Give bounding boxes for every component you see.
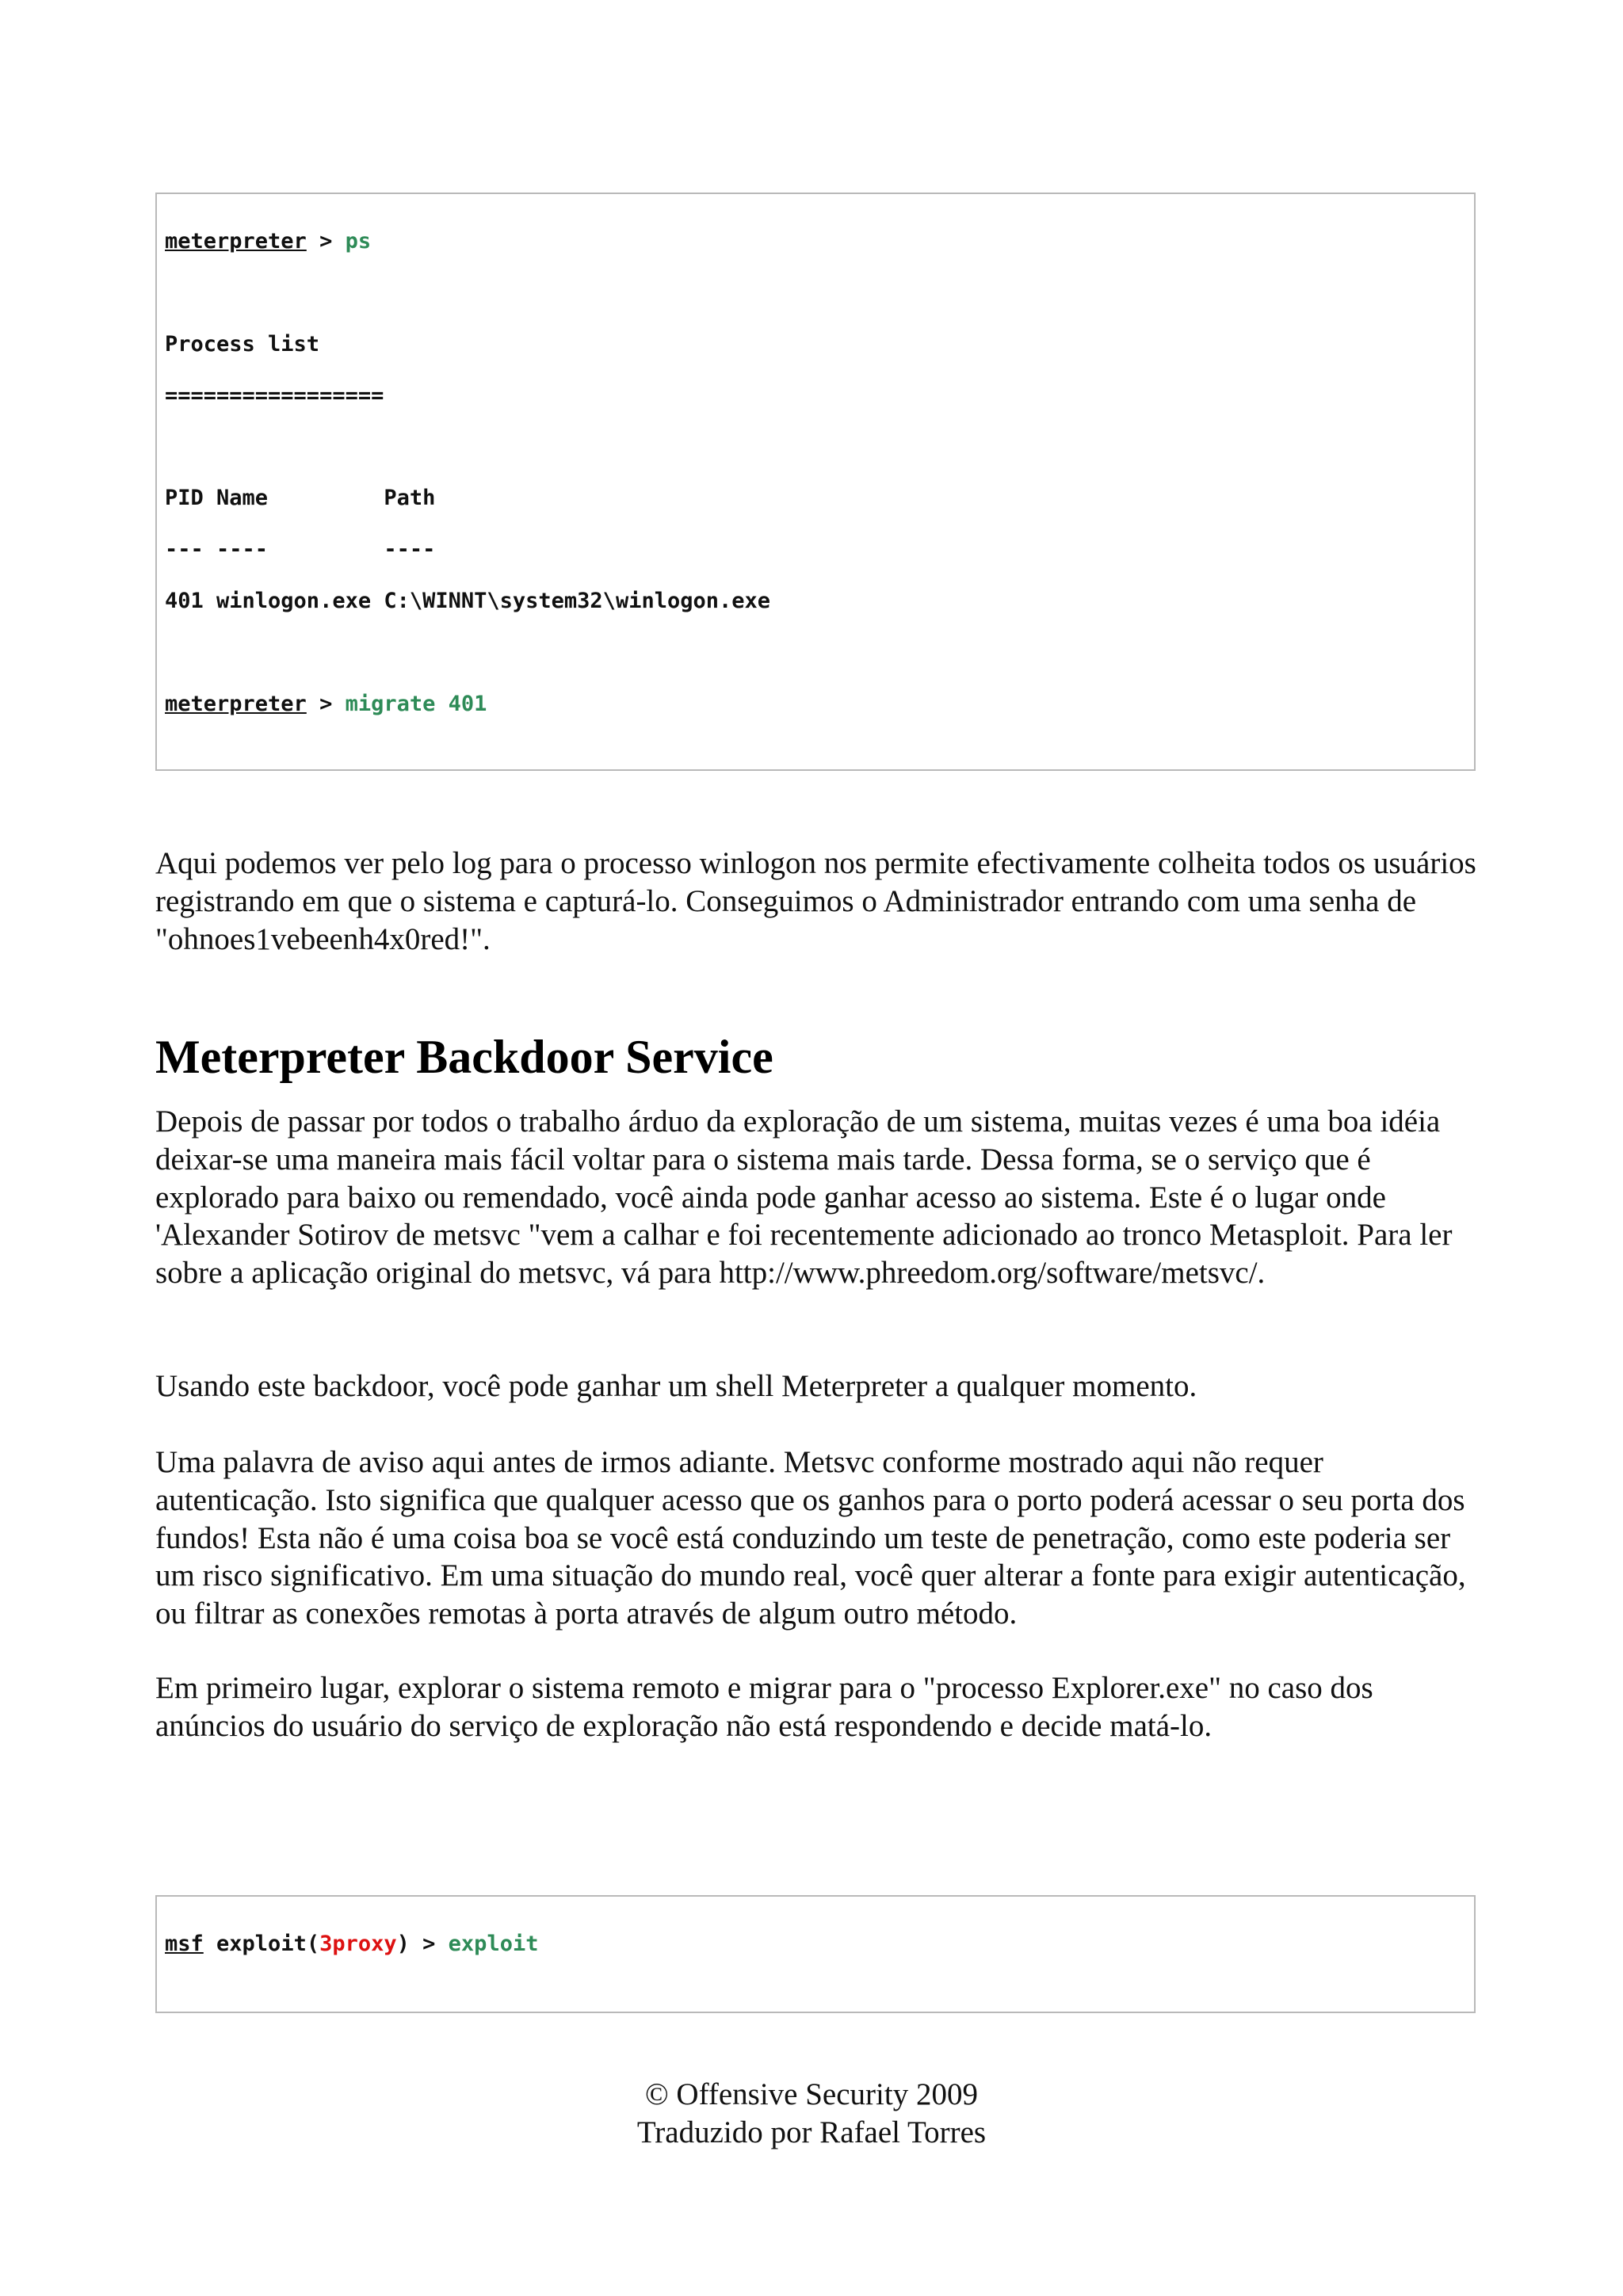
prompt-arrow: > [306,691,346,716]
terminal-output-meterpreter [155,193,1476,771]
process-table-row: 401 winlogon.exe C:\WINNT\system32\winlogon.exe [165,588,771,613]
process-list-separator: ================= [165,383,384,408]
meterpreter-prompt: meterpreter [165,691,307,716]
process-list-title: Process list [165,332,320,357]
terminal-output-msf [155,1895,1476,2013]
footer-copyright: © Offensive Security 2009 [645,2077,978,2111]
terminal-line [165,1932,1466,1957]
msf-prompt: msf [165,1932,204,1957]
section-heading: Meterpreter Backdoor Service [155,1031,773,1083]
exploit-prefix: exploit( [203,1932,320,1957]
meterpreter-prompt: meterpreter [165,229,307,254]
paragraph-backdoor-usage: Usando este backdoor, você pode ganhar um shell Meterpreter a qualquer momento. [155,1369,1197,1403]
paragraph-warning: Uma palavra de aviso aqui antes de irmos adiante. Metsvc conforme mostrado aqui não requer autenticação. Isto significa que qualquer acesso que os ganhos para o porto poderá acessar o seu porta dos fundos! Esta não é uma coisa boa se você está conduzindo um teste de penetração, como este poderia ser um risco significativo. Em uma situação do mundo real, você quer alterar a fonte para exigir autenticação, ou filtrar as conexões remotas à porta através de algum outro método. [155,1445,1466,1631]
blank-line [165,742,1466,768]
command-ps: ps [345,229,372,254]
process-table-header: PID Name Path [165,486,436,511]
blank-line [165,435,1466,460]
prompt-arrow: > [306,229,346,254]
footer-translator: Traduzido por Rafael Torres [636,2115,987,2149]
exploit-suffix: ) > [396,1932,449,1957]
terminal-line [165,692,1466,717]
paragraph-winlogon-log: Aqui podemos ver pelo log para o processo winlogon nos permite efectivamente colheita todos os usuários registrando em que o sistema e capturá-lo. Conseguimos o Administrador entrando com uma senha de "ohnoes1vebeenh4x0red!". [155,846,1476,956]
blank-line [165,1983,1466,2008]
process-table-dashes: --- ---- ---- [165,537,436,563]
terminal-line [165,229,1466,254]
blank-line [165,280,1466,306]
command-exploit: exploit [448,1932,539,1957]
exploit-module: 3proxy [319,1932,397,1957]
command-migrate: migrate 401 [345,691,487,716]
blank-line [165,640,1466,666]
paragraph-backdoor-intro: Depois de passar por todos o trabalho árduo da exploração de um sistema, muitas vezes é uma boa idéia deixar-se uma maneira mais fácil voltar para o sistema mais tarde. Dessa forma, se o serviço que é explorado para baixo ou remendado, você ainda pode ganhar acesso ao sistema. Este é o lugar onde 'Alexander Sotirov de metsvc "vem a calhar e foi recentemente adicionado ao tronco Metasploit. Para ler sobre a aplicação original do metsvc, vá para http://www.phreedom.org/software/metsvc/. [155,1104,1453,1291]
paragraph-first-step: Em primeiro lugar, explorar o sistema remoto e migrar para o "processo Explorer.exe" no caso dos anúncios do usuário do serviço de exploração não está respondendo e decide matá-lo. [155,1671,1373,1743]
